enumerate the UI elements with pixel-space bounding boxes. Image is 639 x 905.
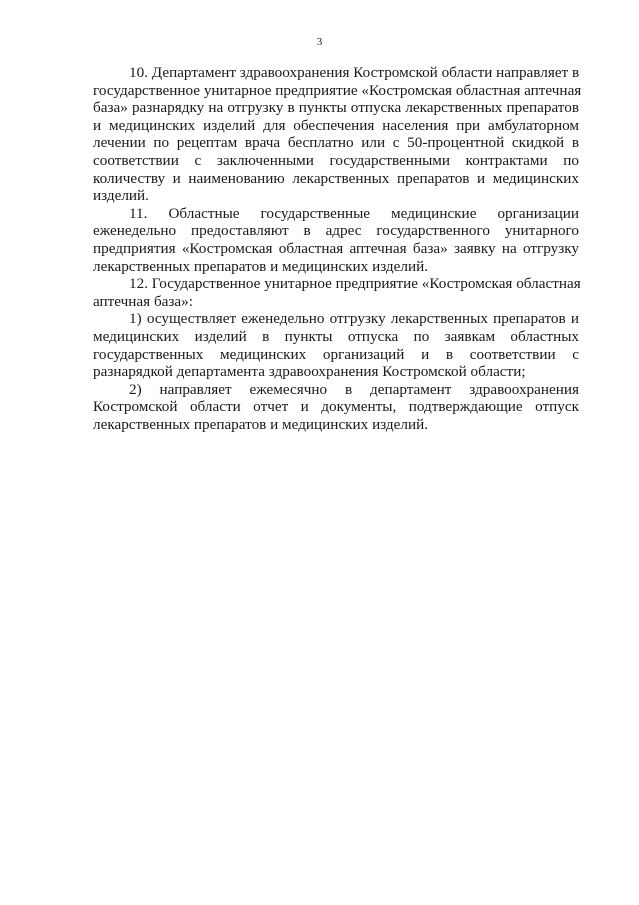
text-line: государственное унитарное предприятие «Костромская областная аптечная [93,81,582,99]
page-number: 3 [316,36,323,48]
paragraph-12-item-2 [93,381,579,434]
text-line: государственных медицинских организаций и в соответствии с [93,345,579,363]
text-line: лекарственных препаратов и медицинских изделий. [93,415,429,433]
text-line: 2) направляет ежемесячно в департамент здравоохранения [129,380,579,398]
text-line: соответствии с заключенными государственными контрактами по [93,151,579,169]
paragraph-12-item-1 [93,310,579,380]
text-line: база» разнарядку на отгрузку в пункты отпуска лекарственных препаратов [93,99,579,117]
paragraph-12 [93,275,579,310]
text-line: предприятия «Костромская областная аптечная база» заявку на отгрузку [93,239,579,257]
text-line: 1) осуществляет еженедельно отгрузку лекарственных препаратов и [129,310,579,328]
paragraph-10 [93,64,582,205]
text-line: аптечная база»: [93,292,193,310]
text-line: 10. Департамент здравоохранения Костромской области направляет в [129,64,580,81]
text-line: еженедельно предоставляют в адрес государственного унитарного [93,222,579,240]
text-line: количеству и наименованию лекарственных препаратов и медицинских [93,169,579,187]
paragraph-11 [93,205,579,275]
text-line: разнарядкой департамента здравоохранения Костромской области; [93,363,526,381]
text-line: изделий. [93,187,149,205]
text-line: Костромской области отчет и документы, подтверждающие отпуск [93,398,579,416]
text-line: лечении по рецептам врача бесплатно или с 50-процентной скидкой в [93,134,579,152]
document-body [93,64,582,433]
text-line: и медицинских изделий для обеспечения населения при амбулаторном [93,116,579,134]
text-line: лекарственных препаратов и медицинских изделий. [93,257,429,275]
text-line: медицинских изделий в пункты отпуска по заявкам областных [93,327,579,345]
text-line: 12. Государственное унитарное предприятие «Костромская областная [129,275,581,293]
text-line: 11. Областные государственные медицинские организации [129,204,579,222]
